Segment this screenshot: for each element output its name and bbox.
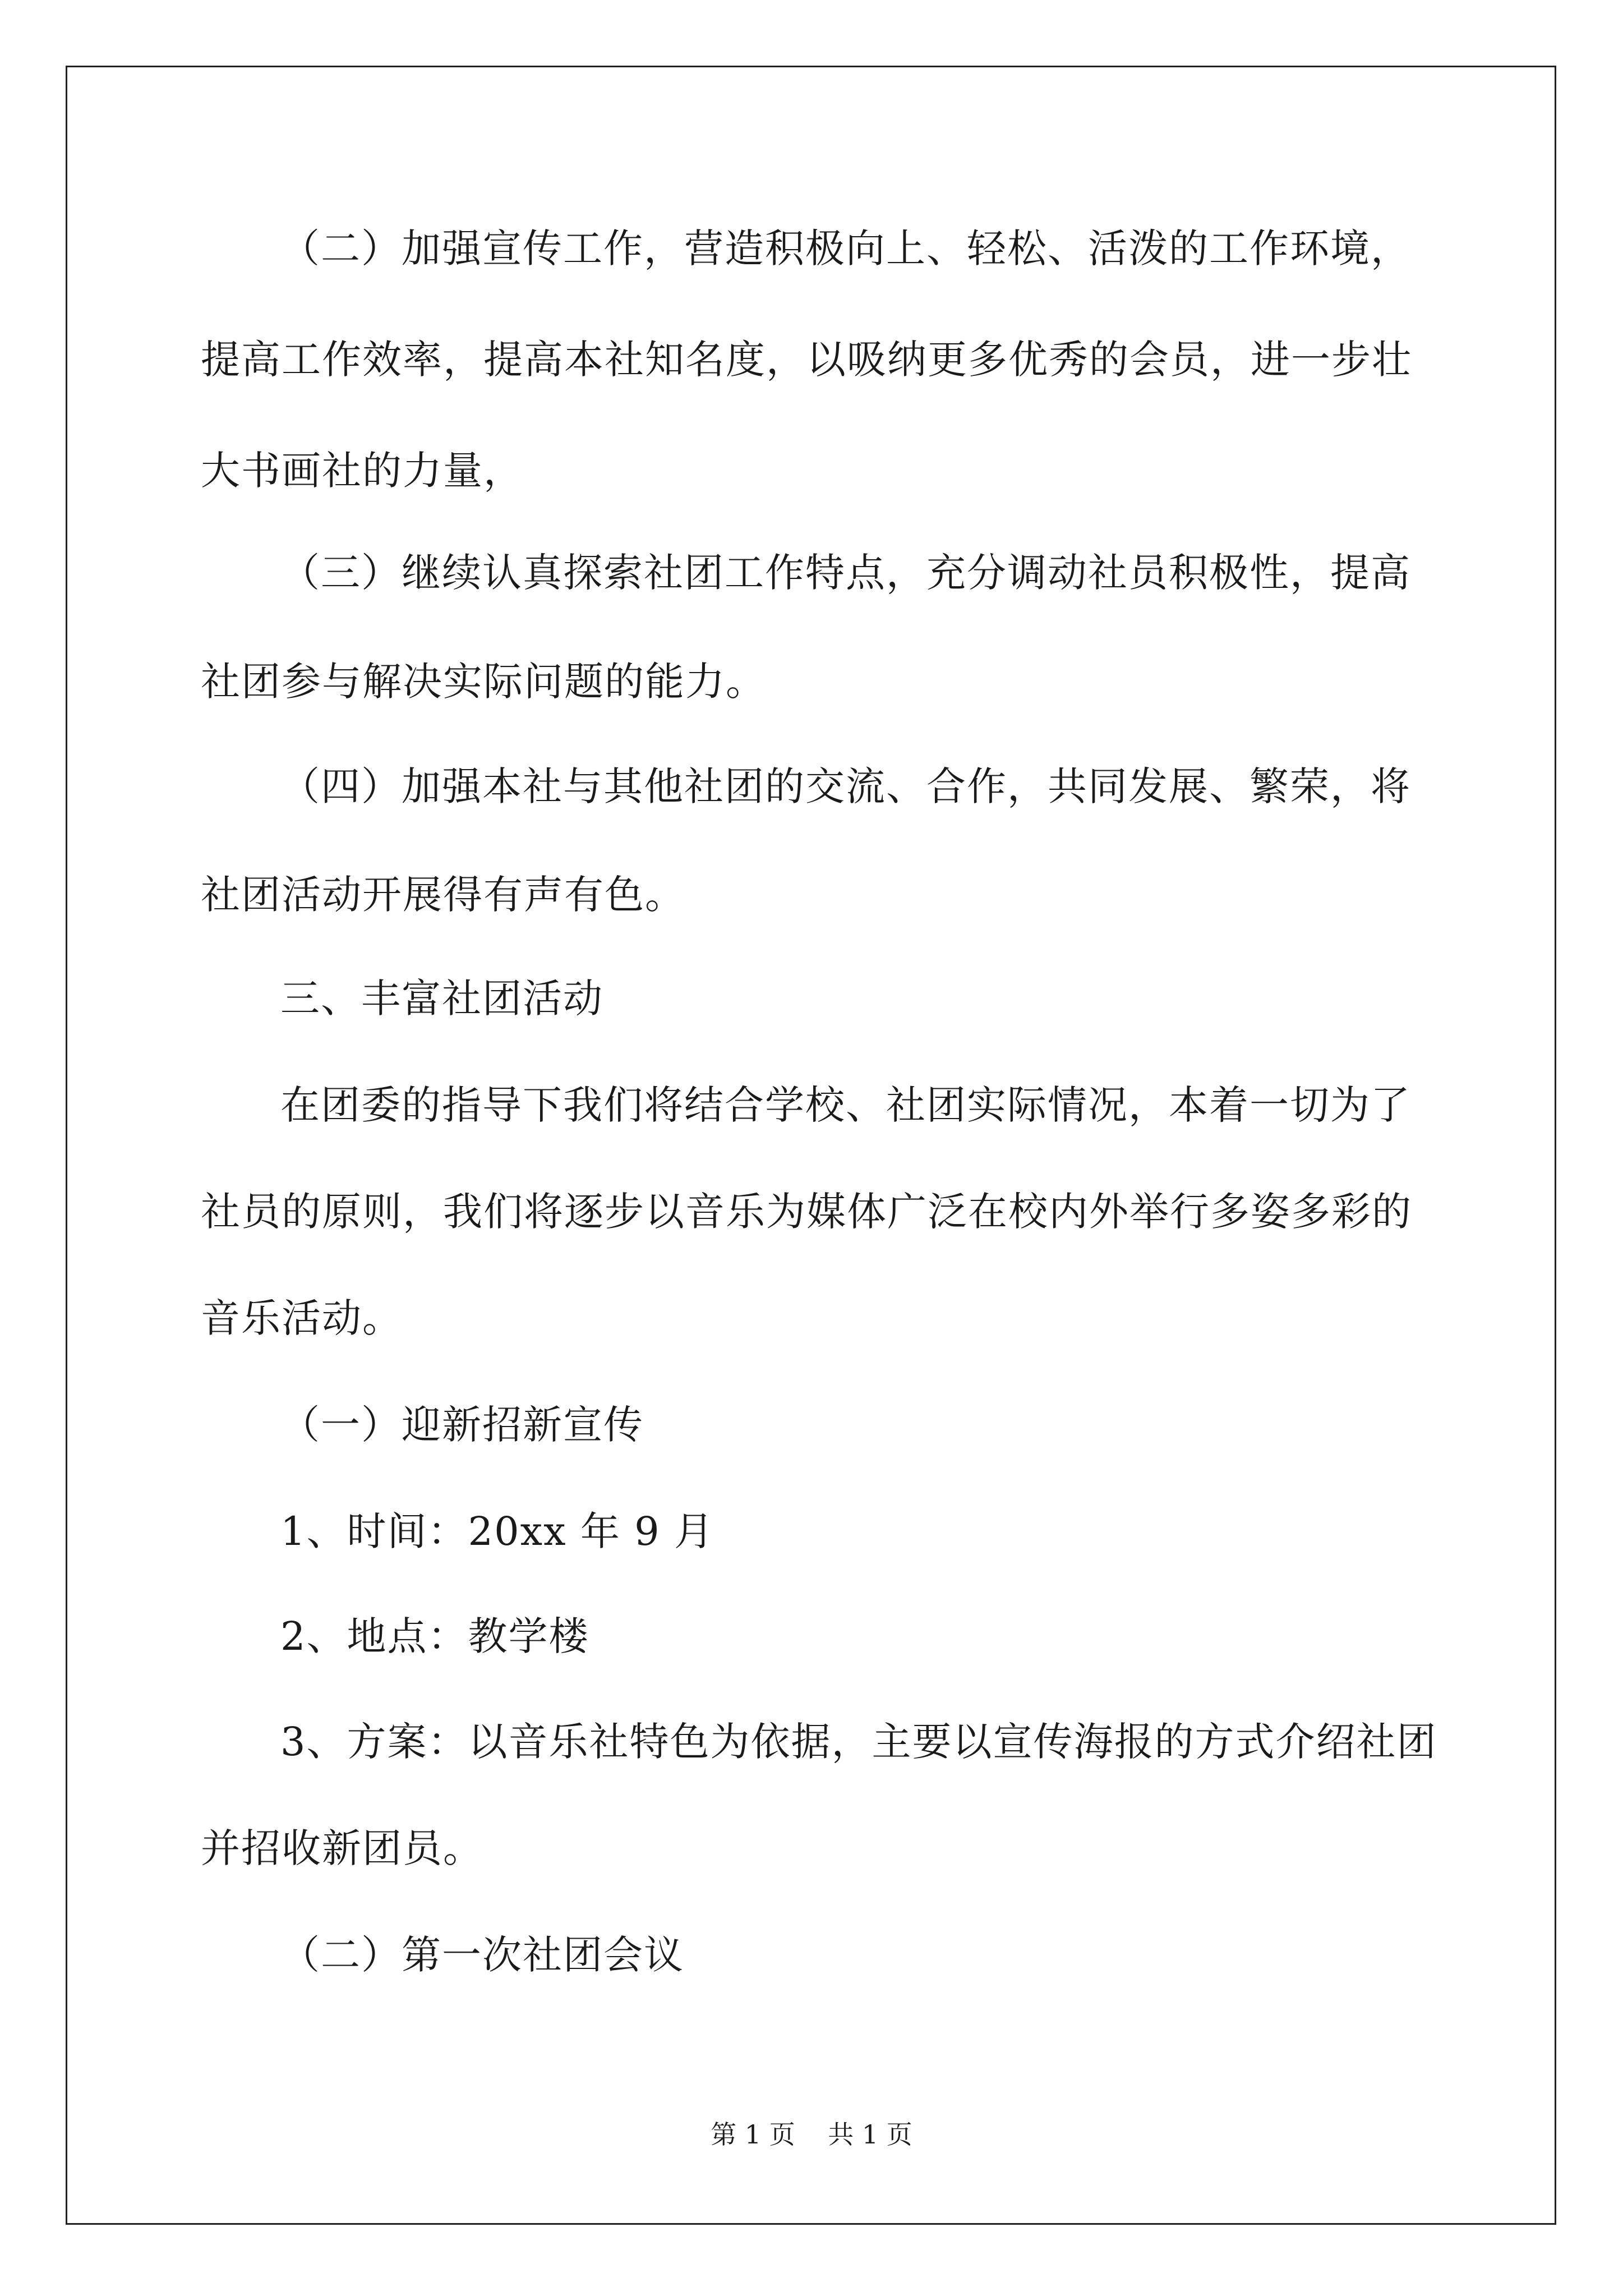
text-line: 在团委的指导下我们将结合学校、社团实际情况，本着一切为了 <box>280 1082 1411 1128</box>
page-footer: 第 1 页 共 1 页 <box>711 2119 912 2150</box>
list-item: 2、地点：教学楼 <box>280 1613 589 1659</box>
list-item: 1、时间：20xx 年 9 月 <box>280 1508 714 1554</box>
subheading: （一）迎新招新宣传 <box>280 1402 644 1448</box>
text-line: （四）加强本社与其他社团的交流、合作，共同发展、繁荣，将 <box>280 763 1411 809</box>
text-line: （二）加强宣传工作，营造积极向上、轻松、活泼的工作环境， <box>280 226 1411 272</box>
text-line: 音乐活动。 <box>201 1295 403 1341</box>
subheading: （二）第一次社团会议 <box>280 1932 684 1978</box>
section-heading: 三、丰富社团活动 <box>280 976 603 1022</box>
page-border <box>66 66 1556 2225</box>
text-line: 社团活动开展得有声有色。 <box>201 872 685 918</box>
text-line: 社员的原则，我们将逐步以音乐为媒体广泛在校内外举行多姿多彩的 <box>201 1189 1412 1235</box>
list-item: 3、方案：以音乐社特色为依据，主要以宣传海报的方式介绍社团 <box>280 1719 1437 1765</box>
text-line: 社团参与解决实际问题的能力。 <box>201 659 766 705</box>
text-line: 大书画社的力量， <box>201 448 524 494</box>
text-line: 提高工作效率，提高本社知名度，以吸纳更多优秀的会员，进一步壮 <box>201 337 1412 383</box>
text-line: 并招收新团员。 <box>201 1825 483 1871</box>
text-line: （三）继续认真探索社团工作特点，充分调动社员积极性，提高 <box>280 550 1411 596</box>
